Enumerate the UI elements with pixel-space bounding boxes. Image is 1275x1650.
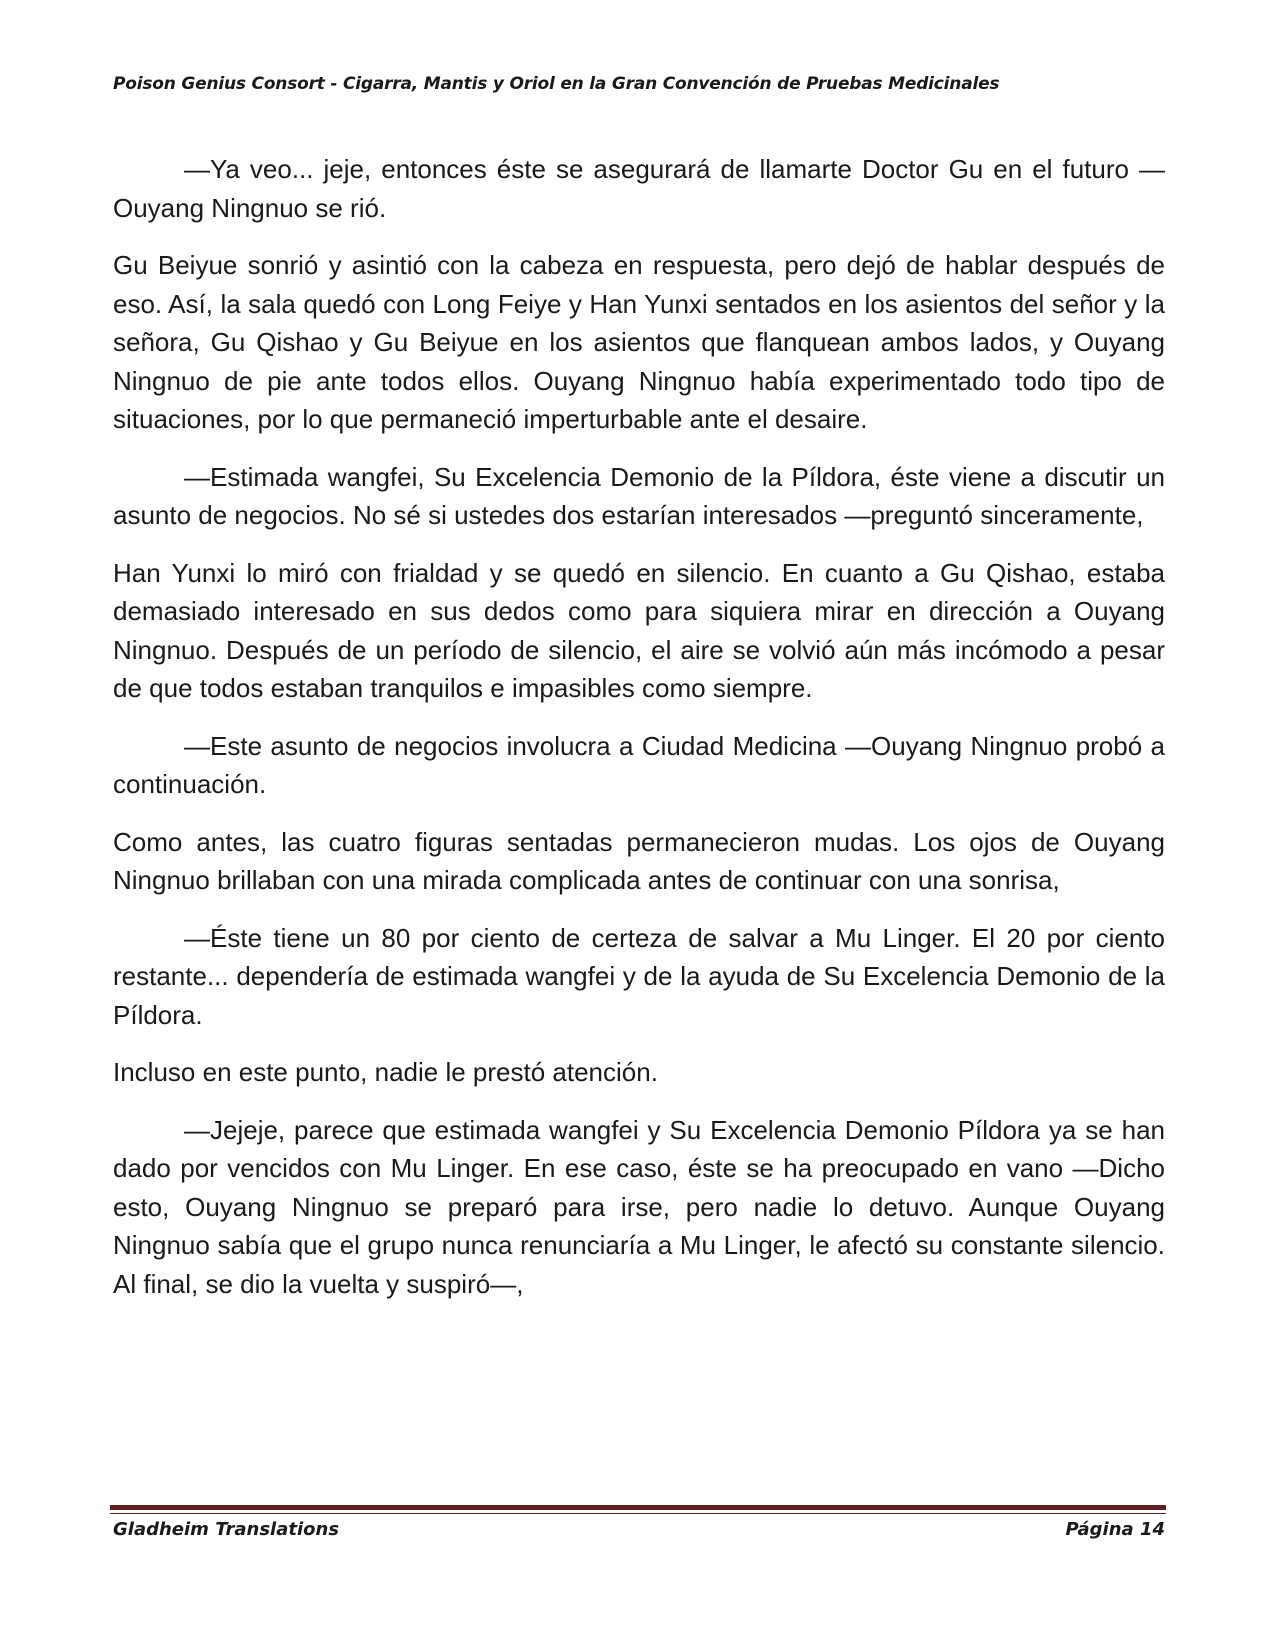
footer-divider-thin (110, 1513, 1166, 1514)
footer-divider-thick (110, 1505, 1166, 1510)
footer-page-number: Página 14 (1065, 1519, 1165, 1540)
paragraph-5: —Este asunto de negocios involucra a Ciudad Medicina —Ouyang Ningnuo probó a continuación. (113, 730, 1165, 799)
page-body (113, 150, 1165, 1322)
paragraph-3: —Estimada wangfei, Su Excelencia Demonio de la Píldora, éste viene a discutir un asunto de negocios. No sé si ustedes dos estarían interesados —preguntó sinceramente, (113, 461, 1165, 530)
paragraph-7: —Éste tiene un 80 por ciento de certeza de salvar a Mu Linger. El 20 por ciento restante... dependería de estimada wangfei y de la ayuda de Su Excelencia Demonio de la Píldora. (113, 922, 1165, 1030)
page-header-title: Poison Genius Consort - Cigarra, Mantis y Oriol en la Gran Convención de Pruebas Medicinales (113, 74, 1000, 94)
footer-publisher: Gladheim Translations (113, 1519, 340, 1540)
paragraph-9: —Jejeje, parece que estimada wangfei y Su Excelencia Demonio Píldora ya se han dado por vencidos con Mu Linger. En ese caso, éste se ha preocupado en vano —Dicho esto, Ouyang Ningnuo se preparó para irse, pero nadie lo detuvo. Aunque Ouyang Ningnuo sabía que el grupo nunca renunciaría a Mu Linger, le afectó su constante silencio. Al final, se dio la vuelta y suspiró—, (113, 1114, 1165, 1299)
paragraph-2: Gu Beiyue sonrió y asintió con la cabeza en respuesta, pero dejó de hablar después de eso. Así, la sala quedó con Long Feiye y Han Yunxi sentados en los asientos del señor y la señora, Gu Qishao y Gu Beiyue en los asientos que flanquean ambos lados, y Ouyang Ningnuo de pie ante todos ellos. Ouyang Ningnuo había experimentado todo tipo de situaciones, por lo que permaneció imperturbable ante el desaire. (113, 250, 1165, 434)
paragraph-1: —Ya veo... jeje, entonces éste se asegurará de llamarte Doctor Gu en el futuro —Ouyang Ningnuo se rió. (113, 154, 1165, 223)
paragraph-6: Como antes, las cuatro figuras sentadas permanecieron mudas. Los ojos de Ouyang Ningnuo brillaban con una mirada complicada antes de continuar con una sonrisa, (113, 826, 1165, 895)
paragraph-4: Han Yunxi lo miró con frialdad y se quedó en silencio. En cuanto a Gu Qishao, estaba demasiado interesado en sus dedos como para siquiera mirar en dirección a Ouyang Ningnuo. Después de un período de silencio, el aire se volvió aún más incómodo a pesar de que todos estaban tranquilos e impasibles como siempre. (113, 557, 1165, 703)
paragraph-8: Incluso en este punto, nadie le prestó atención. (113, 1057, 658, 1087)
